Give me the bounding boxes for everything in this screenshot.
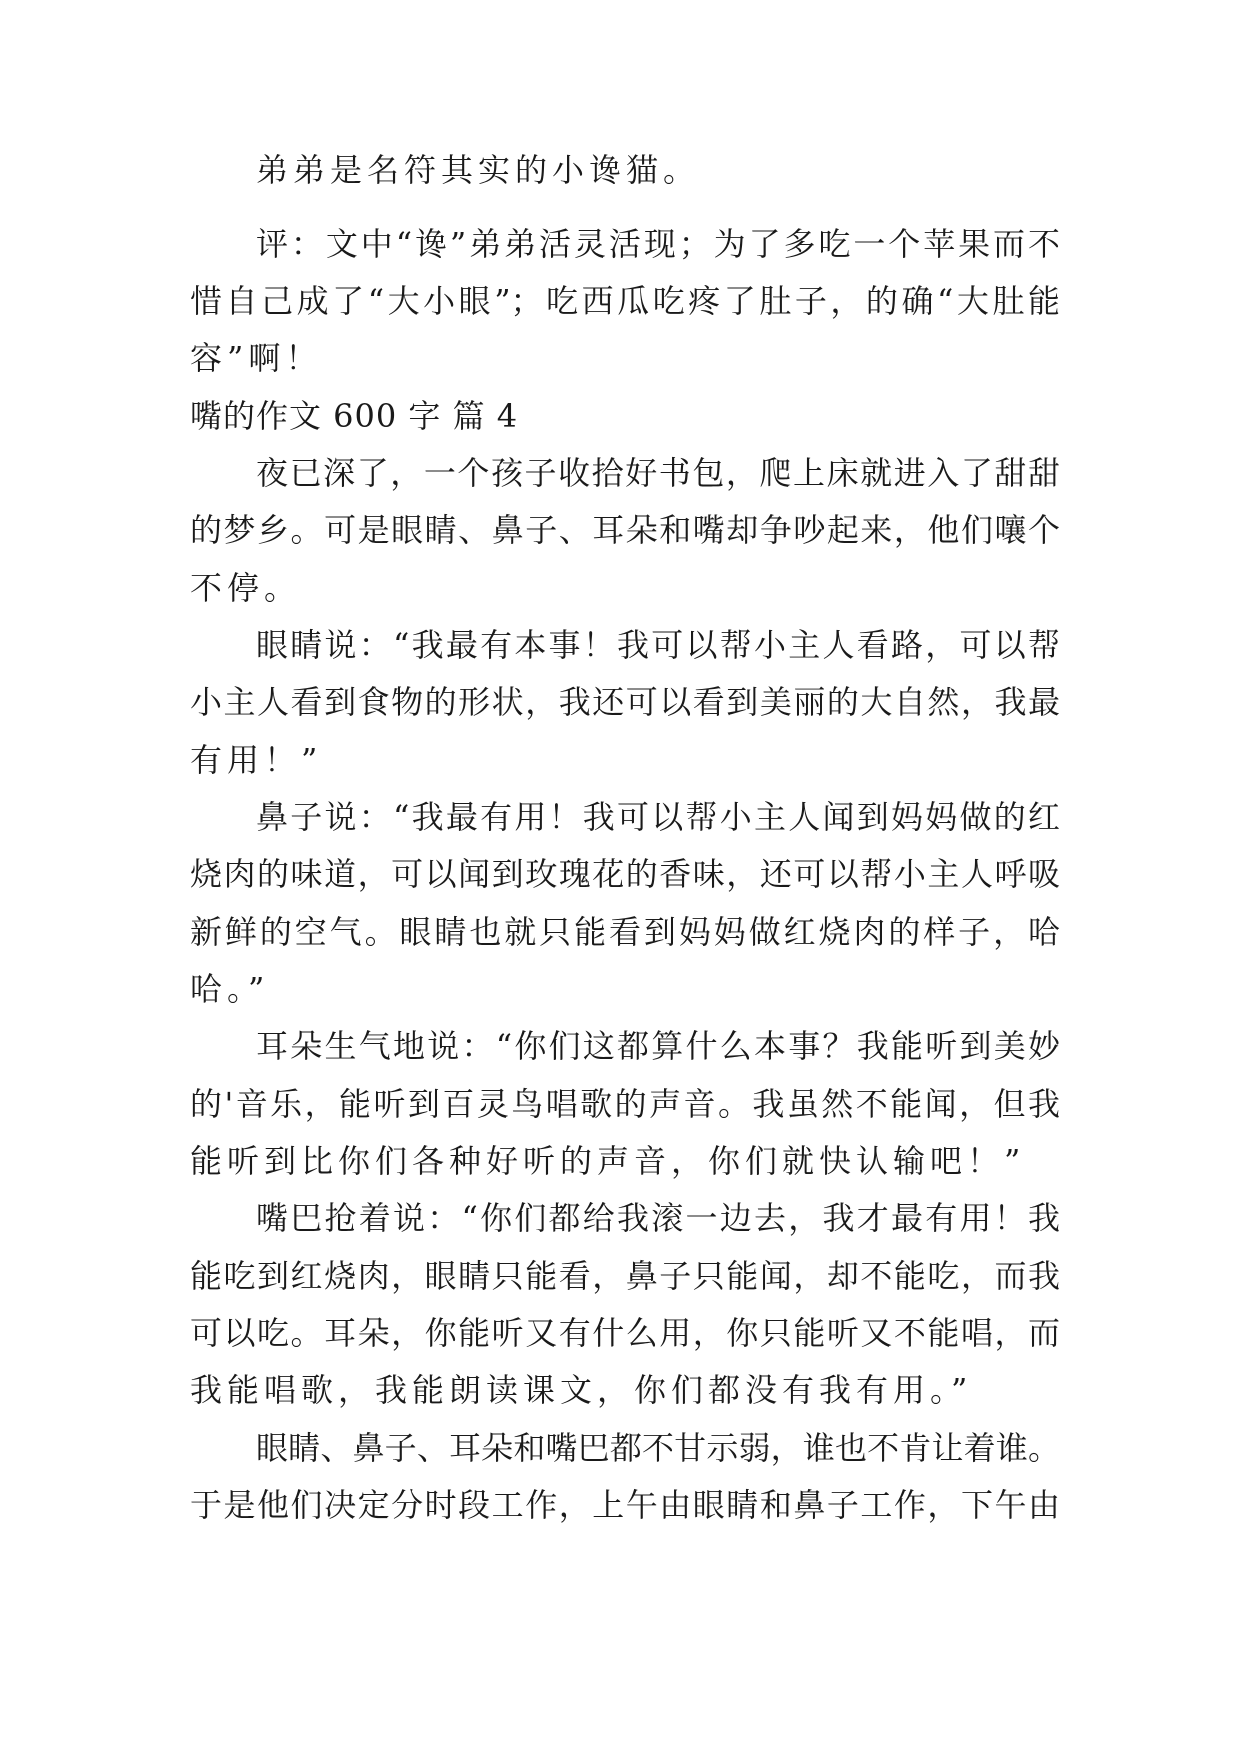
paragraph-line: 眼睛、鼻子、耳朵和嘴巴都不甘示弱，谁也不肯让着谁。 [256,1429,1060,1467]
paragraph-line: 新鲜的空气。眼睛也就只能看到妈妈做红烧肉的样子，哈 [190,913,1060,951]
paragraph-line: 鼻子说：“我最有用！我可以帮小主人闻到妈妈做的红 [256,798,1060,836]
paragraph-line: 我能唱歌，我能朗读课文，你们都没有我有用。” [190,1371,973,1409]
paragraph-line: 能听到比你们各种好听的声音，你们就快认输吧！” [190,1142,1026,1180]
paragraph-line: 小主人看到食物的形状，我还可以看到美丽的大自然，我最 [190,683,1060,721]
paragraph-line: 弟弟是名符其实的小谗猫。 [256,151,701,189]
paragraph-line: 夜已深了，一个孩子收拾好书包，爬上床就进入了甜甜 [256,454,1060,492]
paragraph-line: 眼睛说：“我最有本事！我可以帮小主人看路，可以帮 [256,626,1060,664]
paragraph-line: 于是他们决定分时段工作，上午由眼睛和鼻子工作，下午由 [190,1486,1060,1524]
paragraph-line: 评：文中“谗”弟弟活灵活现；为了多吃一个苹果而不 [256,225,1060,263]
paragraph-line: 耳朵生气地说：“你们这都算什么本事？我能听到美妙 [256,1027,1060,1065]
paragraph-line: 嘴巴抢着说：“你们都给我滚一边去，我才最有用！我 [256,1199,1060,1237]
paragraph-line: 可以吃。耳朵，你能听又有什么用，你只能听又不能唱，而 [190,1314,1060,1352]
paragraph-line: 容”啊！ [190,339,323,377]
paragraph-line: 有用！” [190,741,323,779]
paragraph-line: 哈。” [190,970,270,1008]
paragraph-line: 惜自己成了“大小眼”；吃西瓜吃疼了肚子，的确“大肚能 [190,282,1060,320]
paragraph-line: 能吃到红烧肉，眼睛只能看，鼻子只能闻，却不能吃，而我 [190,1257,1060,1295]
paragraph-line: 烧肉的味道，可以闻到玫瑰花的香味，还可以帮小主人呼吸 [190,855,1060,893]
section-heading: 嘴的作文 600 字 篇 4 [190,397,519,435]
paragraph-line: 不停。 [190,569,302,607]
paragraph-line: 的'音乐，能听到百灵鸟唱歌的声音。我虽然不能闻，但我 [190,1085,1060,1123]
paragraph-line: 的梦乡。可是眼睛、鼻子、耳朵和嘴却争吵起来，他们嚷个 [190,511,1060,549]
